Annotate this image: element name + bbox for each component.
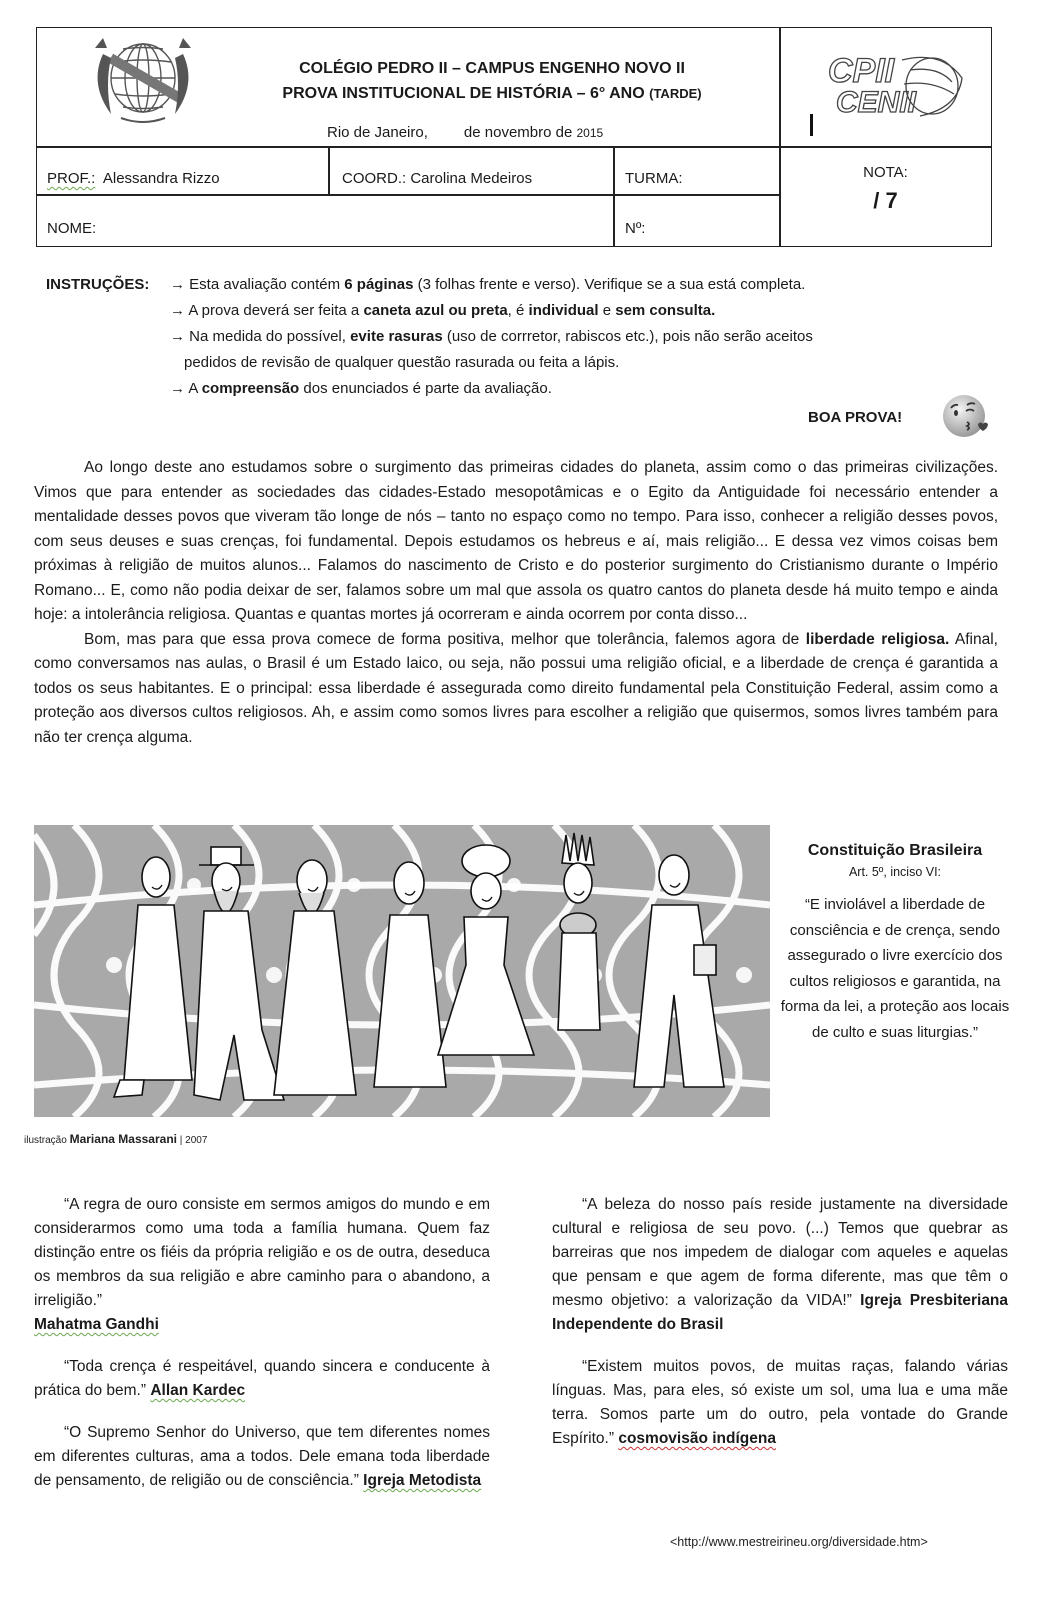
intro-paragraph-2: Bom, mas para que essa prova comece de forma positiva, melhor que tolerância, falemos agora de liberdade religiosa. Afinal, como conversamos nas aulas, o Brasil é um Estado laico, ou seja, não possui uma religião oficial, e a liberdade de crença é garantida a todos os seus habitantes. E o principal: essa liberdade é assegurada como direito fundamental pela Constituição Federal, assim como a proteção aos diversos cultos religiosos. Ah, e assim como somos livres para escolher a religião que quisermos, somos livres também para não ter crença alguma. [34, 630, 998, 746]
intro-paragraph-1: Ao longo deste ano estudamos sobre o surgimento das primeiras cidades do planeta, assim como o das primeiras civilizações. Vimos que para entender as sociedades das cidades-Estado mesopotâmicas e o Egito da Antiguidade foi necessário entender a mentalidade desses povos que viveram tão longe de nós – tanto no espaço como no tempo. Para isso, conhecer a religião desses povos, com seus deuses e suas crenças, foi fundamental. Depois estudamos os hebreus e aí, mais religião... E dessa vez vimos coisas bem próximas à religião de muitos alunos... Falamos do nascimento de Cristo e do posterior surgimento do Cristianismo durante o Império Romano... E, como não podia deixar de ser, falamos sobre um mal que assola os quatro cantos do planeta desde há muito tempo e ainda hoje: a intolerância religiosa. Quantas e quantas mortes já ocorreram e ainda ocorrem por conta disso... [34, 459, 998, 623]
prof-field [47, 170, 220, 187]
instruction-item-continuation: pedidos de revisão de qualquer questão rasurada ou feita a lápis. [184, 354, 620, 371]
illustration-credit: ilustração Mariana Massarani | 2007 [24, 1132, 208, 1146]
svg-text:CPII: CPII [828, 52, 895, 90]
date-year: 2015 [576, 126, 604, 140]
divider [37, 194, 779, 196]
quote-presbiteriana: “A beleza do nosso país reside justamente na diversidade cultural e religiosa de seu povo. (...) Temos que quebrar as barreiras que nos impedem de dialogar com aqueles e aquelas que pensam e que agem de forma diferente, mas que têm o mesmo objetivo: a valorização da VIDA!” Igreja Presbiteriana Independente do Brasil [552, 1196, 1009, 1333]
svg-text:CENII: CENII [836, 86, 917, 119]
exam-subject-grade: PROVA INSTITUCIONAL DE HISTÓRIA – 6° ANO [282, 85, 645, 102]
quote-source: cosmovisão indígena [618, 1430, 776, 1447]
exam-shift: (TARDE) [649, 86, 702, 101]
instruction-item: → Esta avaliação contém 6 páginas (3 folhas frente e verso). Verifique se a sua está completa. [170, 276, 806, 293]
instructions-list [170, 272, 990, 402]
coord-label: COORD.: [342, 170, 407, 187]
quotes-right-column [552, 1193, 1008, 1469]
school-name: COLÉGIO PEDRO II – CAMPUS ENGENHO NOVO II [299, 60, 685, 77]
constitution-title: Constituição Brasileira [807, 842, 983, 859]
quote-source: Igreja Metodista [363, 1472, 482, 1489]
quote-source: Allan Kardec [150, 1382, 246, 1399]
exam-name [207, 81, 777, 106]
instructions-label: INSTRUÇÕES: [46, 276, 150, 293]
prof-value: Alessandra Rizzo [102, 170, 220, 187]
quote-source: Igreja Presbiteriana Independente do Brasil [552, 1292, 1009, 1333]
kissing-face-emoji-icon [940, 391, 990, 441]
quote-metodista: “O Supremo Senhor do Universo, que tem diferentes nomes em diferentes culturas, ama a todos. Dele emana toda liberdade de pensamento, de religião ou de consciência.” Igreja Metodista [34, 1424, 490, 1489]
quotes-left-column [34, 1193, 490, 1511]
source-url: <http://www.mestreirineu.org/diversidade.htm> [670, 1535, 928, 1549]
divider [328, 146, 330, 194]
constitution-excerpt [780, 840, 1010, 1045]
turma-field[interactable]: TURMA: [625, 170, 683, 187]
instruction-item: → A prova deverá ser feita a caneta azul ou preta, é individual e sem consulta. [170, 302, 716, 319]
coord-field [342, 170, 532, 187]
religious-diversity-illustration [34, 825, 770, 1117]
intro-text [34, 456, 998, 750]
grade-label: NOTA: [863, 164, 908, 181]
quote-source: Mahatma Gandhi [34, 1316, 159, 1333]
exam-header-table [36, 27, 992, 247]
constitution-quote: “E inviolável a liberdade de consciência e de crença, sendo assegurado o livre exercício dos cultos religiosos e garantida, na forma da lei, a proteção aos locais de culto e suas liturgias.” [780, 896, 1010, 1041]
date-month: de novembro de [463, 124, 573, 141]
grade-value: / 7 [873, 188, 898, 213]
date-city: Rio de Janeiro, [327, 124, 428, 141]
quote-kardec: “Toda crença é respeitável, quando sincera e conducente à prática do bem.” Allan Kardec [34, 1358, 490, 1399]
school-globe-logo-icon [81, 34, 205, 126]
constitution-article: Art. 5º, inciso VI: [848, 865, 942, 879]
good-luck-text: BOA PROVA! [808, 409, 903, 426]
numero-field[interactable]: Nº: [625, 220, 646, 237]
instruction-item: → Na medida do possível, evite rasuras (uso de corrretor, rabiscos etc.), pois não serão aceitos [170, 328, 813, 345]
nome-field[interactable]: NOME: [47, 220, 97, 237]
instruction-item: → A compreensão dos enunciados é parte da avaliação. [170, 380, 552, 397]
quote-indigena: “Existem muitos povos, de muitas raças, falando várias línguas. Mas, para eles, só existe um sol, uma lua e uma mãe terra. Somos parte um do outro, pela vontade do Grande Espírito.” cosmovisão indígena [552, 1358, 1008, 1447]
divider [613, 146, 615, 246]
quote-gandhi: “A regra de ouro consiste em sermos amigos do mundo e em considerarmos como uma toda a família humana. Quem faz distinção entre os fiéis da própria religião e os de outra, deseduca os membros da sua religião e abre caminho para o abandono, a irreligião.” Mahatma Gandhi [34, 1196, 490, 1333]
exam-title [207, 56, 777, 106]
cpii-cenii-logo-icon [792, 32, 988, 142]
divider [37, 146, 991, 148]
coord-value: Carolina Medeiros [410, 170, 533, 187]
date-line [327, 124, 603, 141]
prof-label: PROF.: [47, 170, 96, 187]
